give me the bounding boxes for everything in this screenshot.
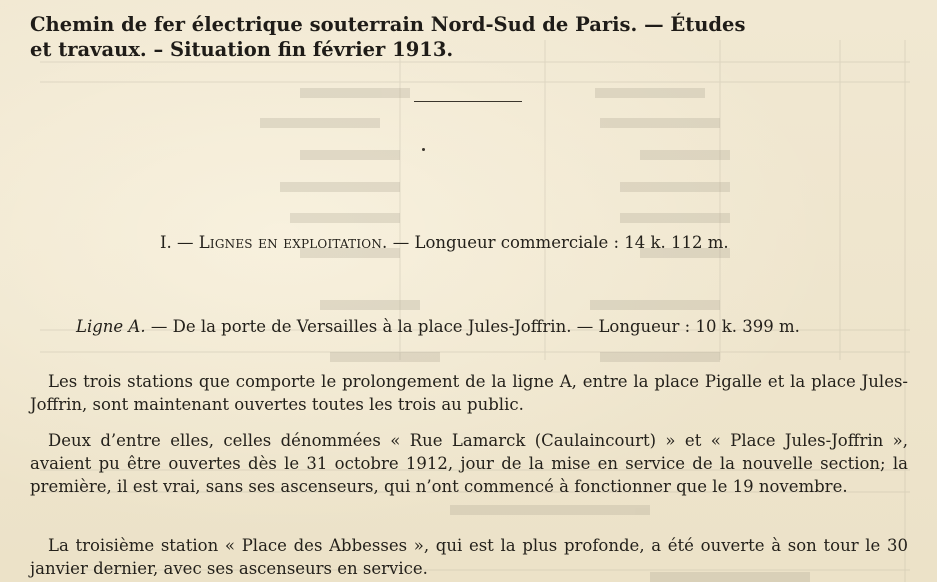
- stray-ink-dot: [422, 148, 425, 151]
- title-separator-rule: [414, 101, 522, 102]
- ligne-a-description: — De la porte de Versailles à la place Jules-Joffrin. — Longueur : 10 k. 399 m.: [150, 317, 800, 336]
- title-line-1: Chemin de fer électrique souterrain Nord-Sud de Paris. — Études: [30, 13, 746, 36]
- ligne-a-name: Ligne A.: [76, 317, 146, 336]
- section-numeral: I. —: [160, 233, 194, 252]
- document-title: [30, 12, 910, 62]
- paragraph-1: [30, 370, 908, 416]
- section-title: Lignes en exploitation.: [198, 233, 388, 252]
- paragraph-1-text: Les trois stations que comporte le prolongement de la ligne A, entre la place Pigalle et la place Jules-Joffrin, sont maintenant ouvertes toutes les trois au public.: [30, 372, 908, 414]
- paragraph-2: [30, 429, 908, 498]
- title-line-2: et travaux. – Situation fin février 1913.: [30, 38, 454, 61]
- section-heading: [160, 232, 729, 254]
- paragraph-3: [30, 534, 908, 580]
- paragraph-3-text: La troisième station « Place des Abbesses », qui est la plus profonde, a été ouverte à son tour le 30 janvier dernier, avec ses ascenseurs en service.: [30, 536, 908, 578]
- ligne-a-heading: [76, 316, 800, 338]
- section-length: — Longueur commerciale : 14 k. 112 m.: [392, 233, 729, 252]
- paragraph-2-text: Deux d’entre elles, celles dénommées « Rue Lamarck (Caulaincourt) » et « Place Jules-Joffrin », avaient pu être ouvertes dès le 31 octobre 1912, jour de la mise en service de la nouvelle section; la première, il est vrai, sans ses ascenseurs, qui n’ont commencé à fonctionner que le 19 novembre.: [30, 431, 908, 496]
